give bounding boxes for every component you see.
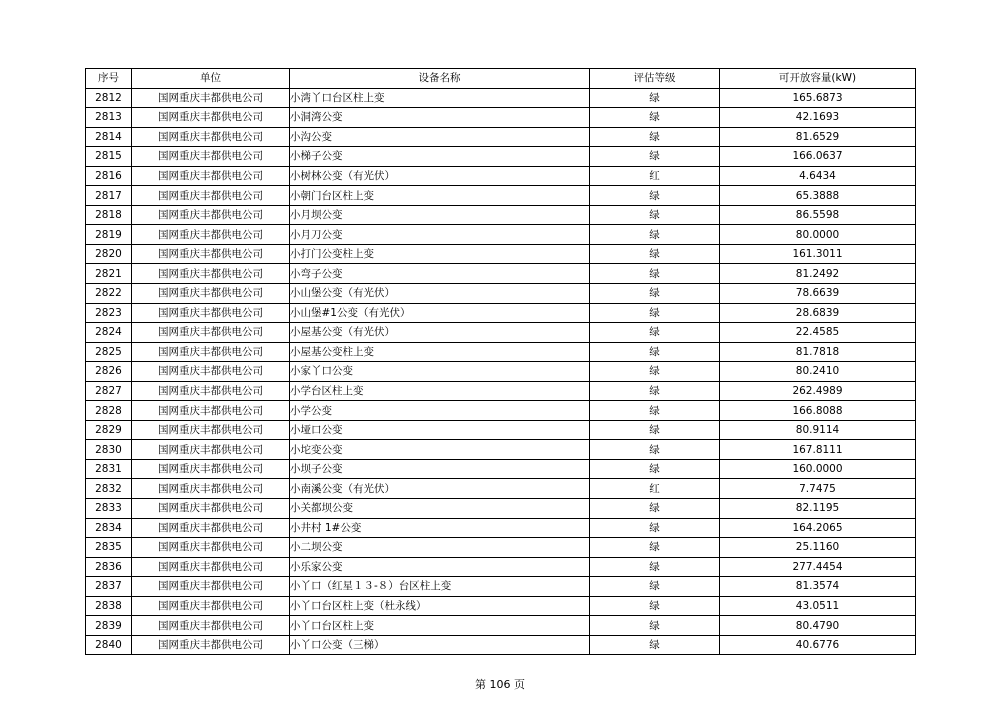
- cell-rating-level: 绿: [590, 323, 720, 343]
- cell-device-name: 小坝子公变: [290, 459, 590, 479]
- table-row: [86, 303, 916, 323]
- header-unit: 单位: [132, 69, 290, 89]
- cell-rating-level: 绿: [590, 499, 720, 519]
- cell-open-capacity: 25.1160: [720, 538, 916, 558]
- cell-unit: 国网重庆丰都供电公司: [132, 264, 290, 284]
- cell-unit: 国网重庆丰都供电公司: [132, 479, 290, 499]
- cell-open-capacity: 167.8111: [720, 440, 916, 460]
- table-row: [86, 342, 916, 362]
- cell-device-name: 小关都坝公变: [290, 499, 590, 519]
- cell-unit: 国网重庆丰都供电公司: [132, 108, 290, 128]
- table-row: [86, 284, 916, 304]
- cell-open-capacity: 81.7818: [720, 342, 916, 362]
- cell-serial-no: 2812: [86, 88, 132, 108]
- cell-serial-no: 2817: [86, 186, 132, 206]
- cell-serial-no: 2830: [86, 440, 132, 460]
- cell-serial-no: 2823: [86, 303, 132, 323]
- cell-unit: 国网重庆丰都供电公司: [132, 499, 290, 519]
- cell-unit: 国网重庆丰都供电公司: [132, 147, 290, 167]
- cell-unit: 国网重庆丰都供电公司: [132, 166, 290, 186]
- cell-unit: 国网重庆丰都供电公司: [132, 225, 290, 245]
- table-row: [86, 538, 916, 558]
- cell-device-name: 小屋基公变柱上变: [290, 342, 590, 362]
- cell-unit: 国网重庆丰都供电公司: [132, 362, 290, 382]
- cell-open-capacity: 65.3888: [720, 186, 916, 206]
- cell-serial-no: 2829: [86, 420, 132, 440]
- cell-unit: 国网重庆丰都供电公司: [132, 596, 290, 616]
- cell-rating-level: 绿: [590, 342, 720, 362]
- cell-serial-no: 2819: [86, 225, 132, 245]
- cell-serial-no: 2824: [86, 323, 132, 343]
- cell-serial-no: 2827: [86, 381, 132, 401]
- cell-unit: 国网重庆丰都供电公司: [132, 538, 290, 558]
- cell-device-name: 小洞湾公变: [290, 108, 590, 128]
- cell-unit: 国网重庆丰都供电公司: [132, 244, 290, 264]
- cell-open-capacity: 42.1693: [720, 108, 916, 128]
- table-row: [86, 205, 916, 225]
- cell-open-capacity: 40.6776: [720, 635, 916, 655]
- cell-rating-level: 绿: [590, 616, 720, 636]
- cell-unit: 国网重庆丰都供电公司: [132, 616, 290, 636]
- table-row: [86, 166, 916, 186]
- table-row: [86, 88, 916, 108]
- cell-rating-level: 绿: [590, 127, 720, 147]
- cell-rating-level: 绿: [590, 303, 720, 323]
- cell-serial-no: 2822: [86, 284, 132, 304]
- cell-unit: 国网重庆丰都供电公司: [132, 401, 290, 421]
- table-row: [86, 635, 916, 655]
- cell-device-name: 小丫口台区柱上变（杜永线）: [290, 596, 590, 616]
- cell-open-capacity: 80.0000: [720, 225, 916, 245]
- cell-device-name: 小山堡#1公变（有光伏）: [290, 303, 590, 323]
- cell-device-name: 小丫口公变（三梯）: [290, 635, 590, 655]
- table-row: [86, 479, 916, 499]
- cell-device-name: 小梯子公变: [290, 147, 590, 167]
- cell-device-name: 小丫口台区柱上变: [290, 616, 590, 636]
- table-row: [86, 499, 916, 519]
- cell-serial-no: 2836: [86, 557, 132, 577]
- cell-rating-level: 绿: [590, 459, 720, 479]
- cell-device-name: 小家丫口公变: [290, 362, 590, 382]
- table-row: [86, 381, 916, 401]
- cell-open-capacity: 161.3011: [720, 244, 916, 264]
- cell-serial-no: 2833: [86, 499, 132, 519]
- cell-open-capacity: 86.5598: [720, 205, 916, 225]
- cell-rating-level: 绿: [590, 596, 720, 616]
- cell-unit: 国网重庆丰都供电公司: [132, 88, 290, 108]
- cell-device-name: 小学台区柱上变: [290, 381, 590, 401]
- cell-open-capacity: 7.7475: [720, 479, 916, 499]
- cell-serial-no: 2814: [86, 127, 132, 147]
- cell-device-name: 小月刀公变: [290, 225, 590, 245]
- table-row: [86, 440, 916, 460]
- cell-open-capacity: 81.6529: [720, 127, 916, 147]
- cell-serial-no: 2825: [86, 342, 132, 362]
- cell-serial-no: 2813: [86, 108, 132, 128]
- cell-rating-level: 绿: [590, 362, 720, 382]
- table-body: [86, 88, 916, 655]
- cell-device-name: 小山堡公变（有光伏）: [290, 284, 590, 304]
- cell-unit: 国网重庆丰都供电公司: [132, 440, 290, 460]
- table-row: [86, 616, 916, 636]
- cell-device-name: 小坨变公变: [290, 440, 590, 460]
- table-header-row: [86, 69, 916, 89]
- cell-unit: 国网重庆丰都供电公司: [132, 557, 290, 577]
- cell-serial-no: 2816: [86, 166, 132, 186]
- cell-rating-level: 绿: [590, 440, 720, 460]
- cell-rating-level: 绿: [590, 108, 720, 128]
- table-row: [86, 362, 916, 382]
- cell-serial-no: 2840: [86, 635, 132, 655]
- cell-open-capacity: 160.0000: [720, 459, 916, 479]
- cell-rating-level: 红: [590, 479, 720, 499]
- cell-device-name: 小树林公变（有光伏）: [290, 166, 590, 186]
- table-row: [86, 127, 916, 147]
- cell-serial-no: 2828: [86, 401, 132, 421]
- cell-open-capacity: 164.2065: [720, 518, 916, 538]
- cell-open-capacity: 81.2492: [720, 264, 916, 284]
- cell-device-name: 小学公变: [290, 401, 590, 421]
- cell-device-name: 小屋基公变（有光伏）: [290, 323, 590, 343]
- table-row: [86, 596, 916, 616]
- cell-device-name: 小二坝公变: [290, 538, 590, 558]
- cell-unit: 国网重庆丰都供电公司: [132, 186, 290, 206]
- table-row: [86, 244, 916, 264]
- table-row: [86, 401, 916, 421]
- cell-open-capacity: 80.4790: [720, 616, 916, 636]
- cell-unit: 国网重庆丰都供电公司: [132, 342, 290, 362]
- cell-serial-no: 2838: [86, 596, 132, 616]
- table-row: [86, 264, 916, 284]
- cell-open-capacity: 166.0637: [720, 147, 916, 167]
- cell-open-capacity: 22.4585: [720, 323, 916, 343]
- cell-rating-level: 绿: [590, 420, 720, 440]
- cell-open-capacity: 82.1195: [720, 499, 916, 519]
- cell-unit: 国网重庆丰都供电公司: [132, 420, 290, 440]
- cell-device-name: 小沟公变: [290, 127, 590, 147]
- cell-rating-level: 绿: [590, 264, 720, 284]
- cell-device-name: 小月坝公变: [290, 205, 590, 225]
- page-number: 第 106 页: [475, 678, 525, 691]
- cell-rating-level: 绿: [590, 557, 720, 577]
- cell-serial-no: 2832: [86, 479, 132, 499]
- cell-serial-no: 2815: [86, 147, 132, 167]
- cell-device-name: 小弯子公变: [290, 264, 590, 284]
- cell-rating-level: 绿: [590, 381, 720, 401]
- cell-rating-level: 绿: [590, 284, 720, 304]
- header-rating-level: 评估等级: [590, 69, 720, 89]
- cell-open-capacity: 28.6839: [720, 303, 916, 323]
- table-row: [86, 186, 916, 206]
- cell-unit: 国网重庆丰都供电公司: [132, 635, 290, 655]
- cell-open-capacity: 165.6873: [720, 88, 916, 108]
- cell-serial-no: 2818: [86, 205, 132, 225]
- table-row: [86, 420, 916, 440]
- cell-serial-no: 2839: [86, 616, 132, 636]
- header-device-name: 设备名称: [290, 69, 590, 89]
- cell-serial-no: 2837: [86, 577, 132, 597]
- table-row: [86, 147, 916, 167]
- table-row: [86, 518, 916, 538]
- table-row: [86, 108, 916, 128]
- cell-rating-level: 绿: [590, 401, 720, 421]
- cell-open-capacity: 43.0511: [720, 596, 916, 616]
- cell-unit: 国网重庆丰都供电公司: [132, 205, 290, 225]
- cell-rating-level: 绿: [590, 186, 720, 206]
- cell-serial-no: 2834: [86, 518, 132, 538]
- table-row: [86, 557, 916, 577]
- cell-unit: 国网重庆丰都供电公司: [132, 459, 290, 479]
- cell-rating-level: 绿: [590, 635, 720, 655]
- cell-unit: 国网重庆丰都供电公司: [132, 284, 290, 304]
- cell-rating-level: 绿: [590, 225, 720, 245]
- cell-device-name: 小井村 1#公变: [290, 518, 590, 538]
- cell-device-name: 小湾丫口台区柱上变: [290, 88, 590, 108]
- table-row: [86, 459, 916, 479]
- cell-device-name: 小南溪公变（有光伏）: [290, 479, 590, 499]
- cell-device-name: 小垭口公变: [290, 420, 590, 440]
- cell-serial-no: 2826: [86, 362, 132, 382]
- cell-rating-level: 绿: [590, 88, 720, 108]
- table-row: [86, 225, 916, 245]
- cell-open-capacity: 166.8088: [720, 401, 916, 421]
- cell-open-capacity: 262.4989: [720, 381, 916, 401]
- capacity-table: [85, 68, 916, 655]
- cell-open-capacity: 78.6639: [720, 284, 916, 304]
- header-serial-no: 序号: [86, 69, 132, 89]
- cell-serial-no: 2835: [86, 538, 132, 558]
- cell-serial-no: 2820: [86, 244, 132, 264]
- cell-open-capacity: 4.6434: [720, 166, 916, 186]
- cell-serial-no: 2831: [86, 459, 132, 479]
- cell-device-name: 小朝门台区柱上变: [290, 186, 590, 206]
- cell-rating-level: 绿: [590, 205, 720, 225]
- cell-open-capacity: 80.2410: [720, 362, 916, 382]
- cell-unit: 国网重庆丰都供电公司: [132, 577, 290, 597]
- cell-device-name: 小打门公变柱上变: [290, 244, 590, 264]
- cell-open-capacity: 277.4454: [720, 557, 916, 577]
- cell-unit: 国网重庆丰都供电公司: [132, 518, 290, 538]
- cell-unit: 国网重庆丰都供电公司: [132, 381, 290, 401]
- cell-rating-level: 绿: [590, 538, 720, 558]
- cell-unit: 国网重庆丰都供电公司: [132, 127, 290, 147]
- cell-rating-level: 绿: [590, 147, 720, 167]
- table-row: [86, 323, 916, 343]
- cell-device-name: 小丫口（红星１３-８）台区柱上变: [290, 577, 590, 597]
- cell-rating-level: 绿: [590, 577, 720, 597]
- cell-rating-level: 红: [590, 166, 720, 186]
- cell-unit: 国网重庆丰都供电公司: [132, 323, 290, 343]
- cell-open-capacity: 81.3574: [720, 577, 916, 597]
- cell-device-name: 小乐家公变: [290, 557, 590, 577]
- header-open-capacity: 可开放容量(kW): [720, 69, 916, 89]
- cell-rating-level: 绿: [590, 244, 720, 264]
- table-row: [86, 577, 916, 597]
- cell-open-capacity: 80.9114: [720, 420, 916, 440]
- cell-rating-level: 绿: [590, 518, 720, 538]
- cell-serial-no: 2821: [86, 264, 132, 284]
- cell-unit: 国网重庆丰都供电公司: [132, 303, 290, 323]
